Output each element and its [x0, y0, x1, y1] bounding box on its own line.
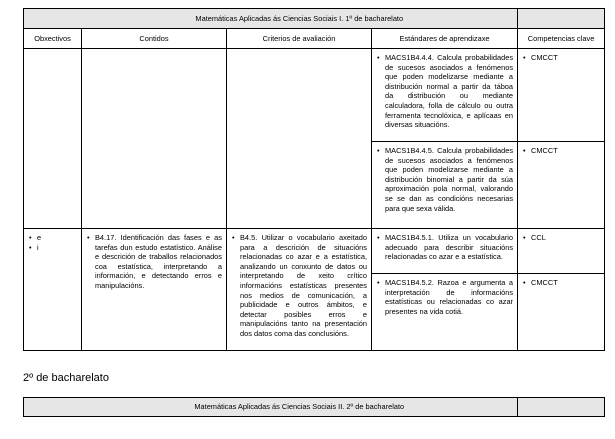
header-criteria: Criterios de avaliación	[227, 29, 372, 49]
curriculum-table-2	[23, 397, 605, 417]
standard-cell	[372, 49, 518, 142]
competence-cell	[518, 49, 605, 142]
table-row	[24, 229, 605, 274]
competence-item: • CMCCT	[531, 53, 600, 63]
contents-cell	[82, 229, 227, 351]
contents-cell	[82, 49, 227, 229]
criterion-item: • B4.5. Utilizar o vocabulario axeitado para a descrición de situacións relacionadas co azar e a estatística, analizando un conxunto de datos ou interpretando de xeito crítico informacións estatísticas presentes nos medios de comunicación, a publicidade e outros ámbitos, e detectar posibles erros e manipulacións tanto na presentación dos datos coma das conclusións.	[240, 233, 367, 339]
section-heading: 2º de bacharelato	[23, 372, 109, 384]
competence-item: • CMCCT	[531, 278, 600, 288]
competence-cell	[518, 274, 605, 351]
competence-cell	[518, 142, 605, 229]
standard-item: • MACS1B4.4.5. Calcula probabilidades de sucesos asociados a fenómenos que poden modelizarse mediante a distribución binomial a partir da súa aproximación pola normal, valorando se se dan as condicións necesarias para que sexa válida.	[385, 146, 513, 213]
column-headers	[24, 29, 605, 49]
header-competences: Competencias clave	[518, 29, 605, 49]
table-title: Matemáticas Aplicadas ás Ciencias Sociais I. 1º de bacharelato	[82, 9, 518, 29]
standard-cell	[372, 229, 518, 274]
objective-item: • e	[37, 233, 77, 243]
header-standards: Estándares de aprendizaxe	[372, 29, 518, 49]
objectives-cell	[24, 49, 82, 229]
objectives-cell	[24, 229, 82, 351]
competence-item: • CMCCT	[531, 146, 600, 156]
standard-cell	[372, 142, 518, 229]
header-objectives: Obxectivos	[24, 29, 82, 49]
objective-item: • i	[37, 243, 77, 253]
content-item: • B4.17. Identificación das fases e as tarefas dun estudo estatístico. Análise e descrición de traballos relacionados coa estatística, interpretando a información, e detectando erros e manipulacións.	[95, 233, 222, 291]
standard-item: • MACS1B4.5.1. Utiliza un vocabulario adecuado para describir situacións relacionadas co azar e a estatística.	[385, 233, 513, 262]
criteria-cell	[227, 49, 372, 229]
curriculum-table-1	[23, 8, 605, 351]
table-row	[24, 49, 605, 142]
standard-item: • MACS1B4.4.4. Calcula probabilidades de sucesos asociados a fenómenos que poden modelizarse mediante a distribución normal a partir da táboa da distribución ou mediante calculadora, folla de cálculo ou outra ferramenta tecnolóxica, e aplícaas en diversas situacións.	[385, 53, 513, 130]
competence-item: • CCL	[531, 233, 600, 243]
table-title: Matemáticas Aplicadas ás Ciencias Sociais II. 2º de bacharelato	[82, 398, 518, 417]
competence-cell	[518, 229, 605, 274]
header-contents: Contidos	[82, 29, 227, 49]
standard-cell	[372, 274, 518, 351]
criteria-cell	[227, 229, 372, 351]
standard-item: • MACS1B4.5.2. Razoa e argumenta a interpretación de informacións estatísticas ou relacionadas co azar presentes na vida cotiá.	[385, 278, 513, 316]
